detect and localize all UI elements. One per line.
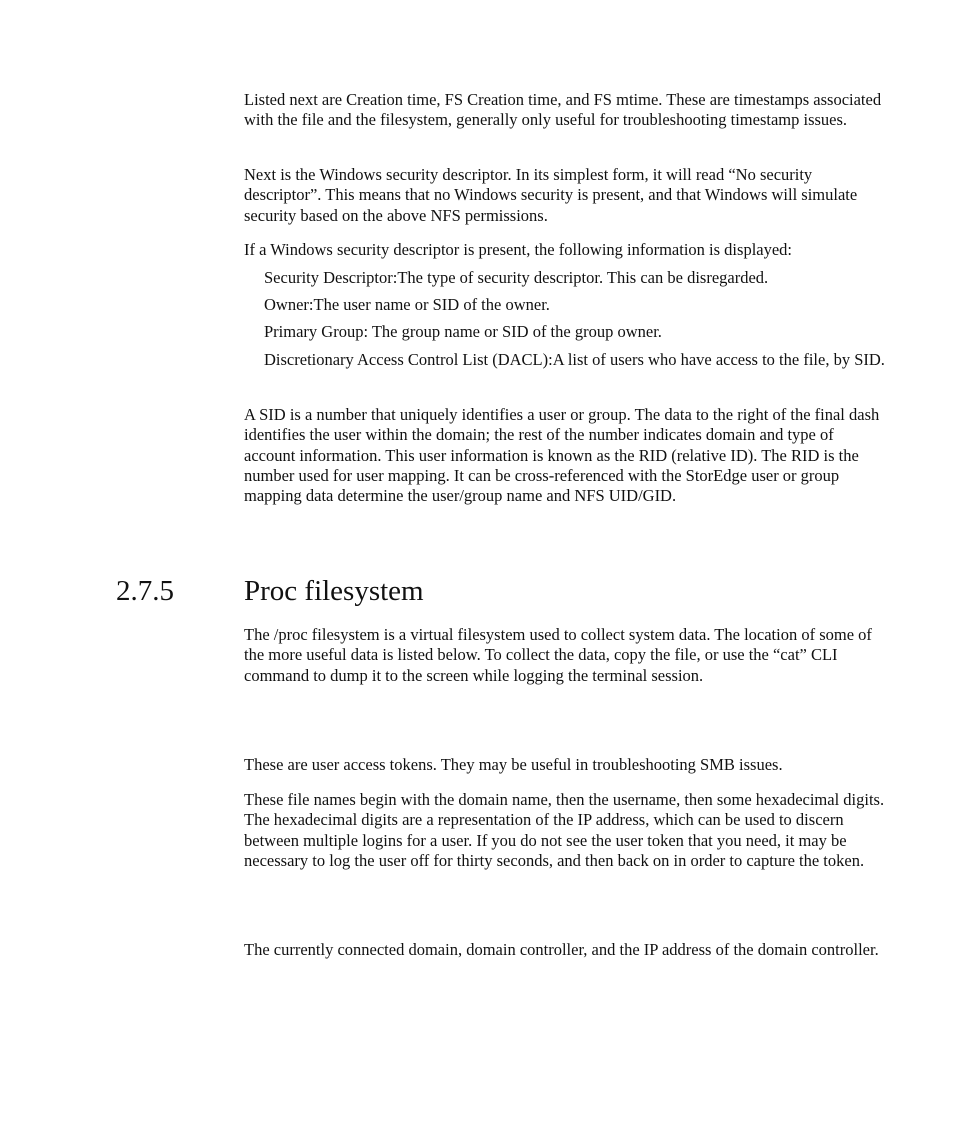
sd-field-owner: Owner:The user name or SID of the owner. xyxy=(264,295,550,314)
section-title: Proc filesystem xyxy=(244,575,424,607)
timestamps-paragraph: Listed next are Creation time, FS Creation time, and FS mtime. These are timestamps associated with the file and the filesystem, generally only useful for troubleshooting timestamp issues. xyxy=(244,90,882,130)
security-descriptor-present-paragraph: If a Windows security descriptor is present, the following information is displayed: xyxy=(244,240,793,259)
sd-field-security-descriptor: Security Descriptor:The type of security descriptor. This can be disregarded. xyxy=(264,268,769,287)
sd-field-primary-group: Primary Group: The group name or SID of the group owner. xyxy=(264,322,662,341)
windows-security-descriptor-paragraph: Next is the Windows security descriptor. In its simplest form, it will read “No security descriptor”. This means that no Windows security is present, and that Windows will simulate security based on the above NFS permissions. xyxy=(244,165,858,225)
domain-info-paragraph: The currently connected domain, domain controller, and the IP address of the domain controller. xyxy=(244,940,879,959)
user-tokens-paragraph: These are user access tokens. They may be useful in troubleshooting SMB issues. xyxy=(244,755,783,774)
proc-intro-paragraph: The /proc filesystem is a virtual filesystem used to collect system data. The location of some of the more useful data is listed below. To collect the data, copy the file, or use the “cat” CLI command to dump it to the screen while logging the terminal session. xyxy=(244,625,872,685)
token-file-names-paragraph: These file names begin with the domain name, then the username, then some hexadecimal digits. The hexadecimal digits are a representation of the IP address, which can be used to discern between multiple logins for a user. If you do not see the user token that you need, it may be necessary to log the user off for thirty seconds, and then back on in order to capture the token. xyxy=(244,790,885,870)
sid-paragraph: A SID is a number that uniquely identifies a user or group. The data to the right of the final dash identifies the user within the domain; the rest of the number indicates domain and type of account information. This user information is known as the RID (relative ID). The RID is the number used for user mapping. It can be cross-referenced with the StorEdge user or group mapping data determine the user/group name and NFS UID/GID. xyxy=(244,405,880,506)
section-number: 2.7.5 xyxy=(116,575,174,607)
sd-field-dacl: Discretionary Access Control List (DACL):A list of users who have access to the file, by SID. xyxy=(264,350,885,369)
